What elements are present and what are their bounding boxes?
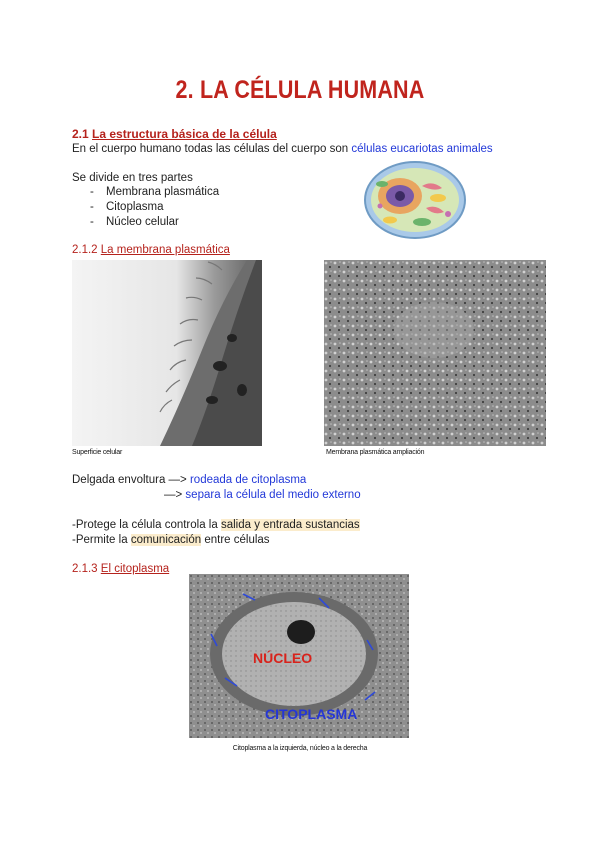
caption-left: Superficie celular <box>72 449 123 456</box>
list-item: - Membrana plasmática <box>72 185 219 200</box>
membrane-micrograph <box>324 260 546 446</box>
intro-paragraph <box>72 142 592 157</box>
envelope-blue: rodeada de citoplasma <box>189 474 307 486</box>
permit-highlight: comunicación <box>130 534 202 546</box>
section-number: 2.1.3 <box>72 563 98 575</box>
section-2-1-2-heading <box>72 244 230 256</box>
parts-list <box>72 185 219 230</box>
intro-text: En el cuerpo humano todas las células del cuerpo son <box>72 143 349 155</box>
page-title: 2. LA CÉLULA HUMANA <box>175 76 425 104</box>
section-title: El citoplasma <box>100 563 170 575</box>
section-2-1-heading <box>72 127 277 141</box>
list-item: - Núcleo celular <box>72 215 219 230</box>
protect-prefix: -Protege la célula controla la <box>72 519 218 531</box>
envelope-prefix: Delgada envoltura —> <box>72 474 187 486</box>
list-item: - Citoplasma <box>72 200 219 215</box>
divides-text: Se divide en tres partes <box>72 172 193 184</box>
envelope-line-1 <box>72 473 306 488</box>
caption-right: Membrana plasmática ampliación <box>326 449 425 456</box>
label-citoplasma: CITOPLASMA <box>265 706 358 722</box>
permit-line <box>72 533 270 548</box>
section-2-1-3-heading <box>72 563 169 575</box>
protect-line <box>72 518 360 533</box>
envelope-arrow: —> <box>164 489 183 501</box>
section-number: 2.1 <box>72 127 89 141</box>
section-title: La membrana plasmática <box>100 244 230 256</box>
protect-highlight: salida y entrada sustancias <box>220 519 360 531</box>
label-nucleo: NÚCLEO <box>253 650 313 666</box>
section-title: La estructura básica de la célula <box>92 127 277 141</box>
envelope-blue-2: separa la célula del medio externo <box>185 489 361 501</box>
animal-cell-illustration <box>360 156 470 242</box>
cytoplasm-nucleus-micrograph <box>189 574 409 738</box>
intro-highlight: células eucariotas animales <box>351 143 493 155</box>
envelope-line-2 <box>164 488 361 503</box>
section-number: 2.1.2 <box>72 244 98 256</box>
caption-cytoplasm: Citoplasma a la izquierda, núcleo a la derecha <box>232 745 368 752</box>
cell-surface-micrograph <box>72 260 262 446</box>
permit-suffix: entre células <box>204 534 270 546</box>
permit-prefix: -Permite la <box>72 534 128 546</box>
